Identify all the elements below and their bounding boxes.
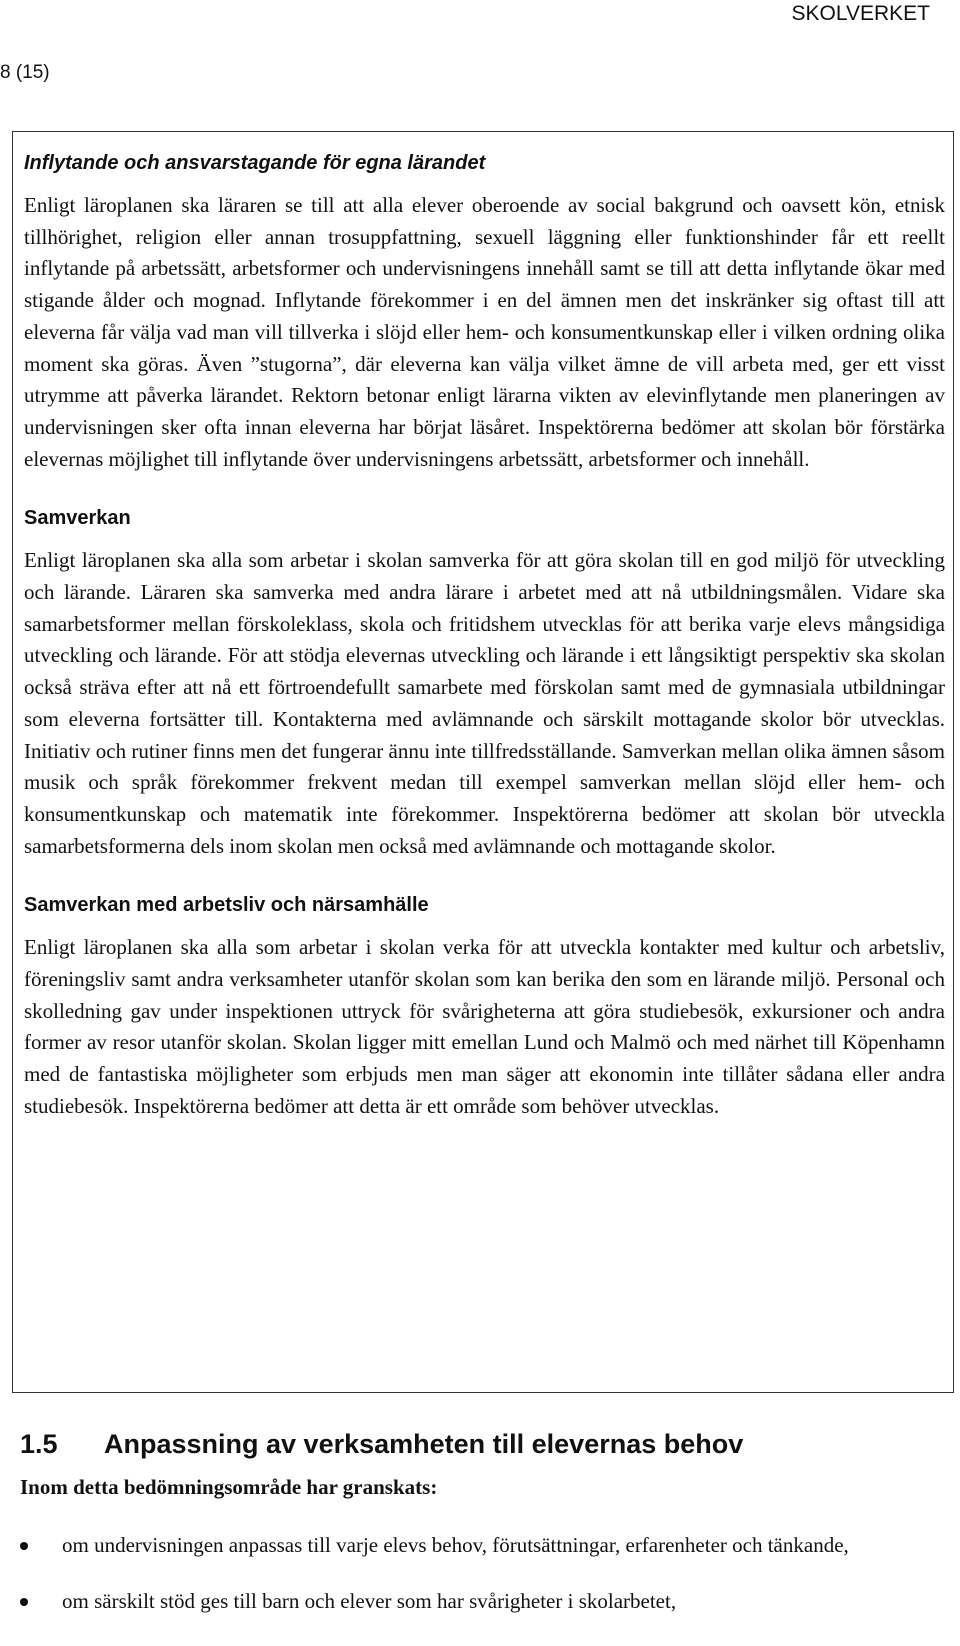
- bullet-dot-icon: [20, 1542, 28, 1550]
- list-item-text: om särskilt stöd ges till barn och elever som har svårigheter i skolarbetet,: [62, 1588, 677, 1613]
- bullet-dot-icon: [20, 1598, 28, 1606]
- section-cooperation: [24, 505, 945, 862]
- chapter-number: 1.5: [20, 1429, 58, 1459]
- chapter-title: Anpassning av verksamheten till elevernas behov: [104, 1429, 744, 1459]
- section-title: Samverkan med arbetsliv och närsamhälle: [24, 894, 429, 917]
- list-item-text: om undervisningen anpassas till varje elevs behov, förutsättningar, erfarenheter och tänkande,: [62, 1533, 849, 1557]
- section-title: Samverkan: [24, 507, 131, 530]
- section-working-life: [24, 892, 945, 1122]
- section-paragraph: Enligt läroplanen ska alla som arbetar i skolan verka för att utveckla kontakter med kultur och arbetsliv, föreningsliv samt andra verksamheter utanför skolan som kan berika den som en lärande miljö. Personal och skolledning gav under inspektionen uttryck för svårigheterna att göra studiebesök, exkursioner och andra former av resor utanför skolan. Skolan ligger mitt emellan Lund och Malmö och med närhet till Köpenhamn med de fantastiska möjligheter som erbjuds men man säger att ekonomin inte tillåter sådana eller andra studiebesök. Inspektörerna bedömer att detta är ett område som behöver utvecklas.: [24, 935, 945, 1118]
- section-paragraph: Enligt läroplanen ska läraren se till att alla elever oberoende av social bakgrund och oavsett kön, etnisk tillhörighet, religion eller annan trosuppfattning, sexuell läggning eller funktionshinder får ett reellt inflytande på arbetssätt, arbetsformer och undervisningens innehåll samt se till att detta inflytande ökar med stigande ålder och mognad. Inflytande förekommer i en del ämnen men det inskränker sig oftast till att eleverna får välja vad man vill tillverka i slöjd eller hem- och konsumentkunskap eller i vilken ordning olika moment ska göras. Även ”stugorna”, där eleverna kan välja vilket ämne de vill arbeta med, ger ett visst utrymme att påverka lärandet. Rektorn betonar enligt lärarna vikten av elevinflytande men planeringen av undervisningen sker ofta innan eleverna har börjat läsåret. Inspektörerna bedömer att skolan bör förstärka elevernas möjlighet till inflytande över undervisningens arbetssätt, arbetsformer och innehåll.: [24, 193, 945, 471]
- section-influence: [24, 150, 945, 475]
- list-item: [20, 1530, 940, 1562]
- review-bullet-list: [20, 1530, 940, 1641]
- section-title: Inflytande och ansvarstagande för egna lärandet: [24, 152, 486, 174]
- review-subheading: Inom detta bedömningsområde har granskats:: [20, 1475, 438, 1499]
- chapter-heading: [20, 1428, 743, 1460]
- section-paragraph: Enligt läroplanen ska alla som arbetar i skolan samverka för att göra skolan till en god miljö för utveckling och lärande. Läraren ska samverka med andra lärare i arbetet med att nå utbildningsmålen. Vidare ska samarbetsformer mellan förskoleklass, skola och fritidshem utvecklas för att berika varje elevs mångsidiga utveckling och lärande. För att stödja elevernas utveckling och lärande i ett långsiktigt perspektiv ska skolan också sträva efter att nå ett förtroendefullt samarbete med förskolan samt med de gymnasiala utbildningar som eleverna fortsätter till. Kontakterna med avlämnande och särskilt mottagande skolor bör utvecklas. Initiativ och rutiner finns men det fungerar ännu inte tillfredsställande. Samverkan mellan olika ämnen såsom musik och språk förekommer frekvent medan till exempel samverkan mellan slöjd eller hem- och konsumentkunskap och matematik inte förekommer. Inspektörerna bedömer att skolan bör utveckla samarbetsformerna dels inom skolan men också med avlämnande och mottagande skolor.: [24, 548, 945, 858]
- page-number: 8 (15): [0, 62, 50, 83]
- list-item: [20, 1586, 940, 1618]
- assessment-box: [12, 131, 954, 1393]
- header-organization: SKOLVERKET: [791, 2, 930, 25]
